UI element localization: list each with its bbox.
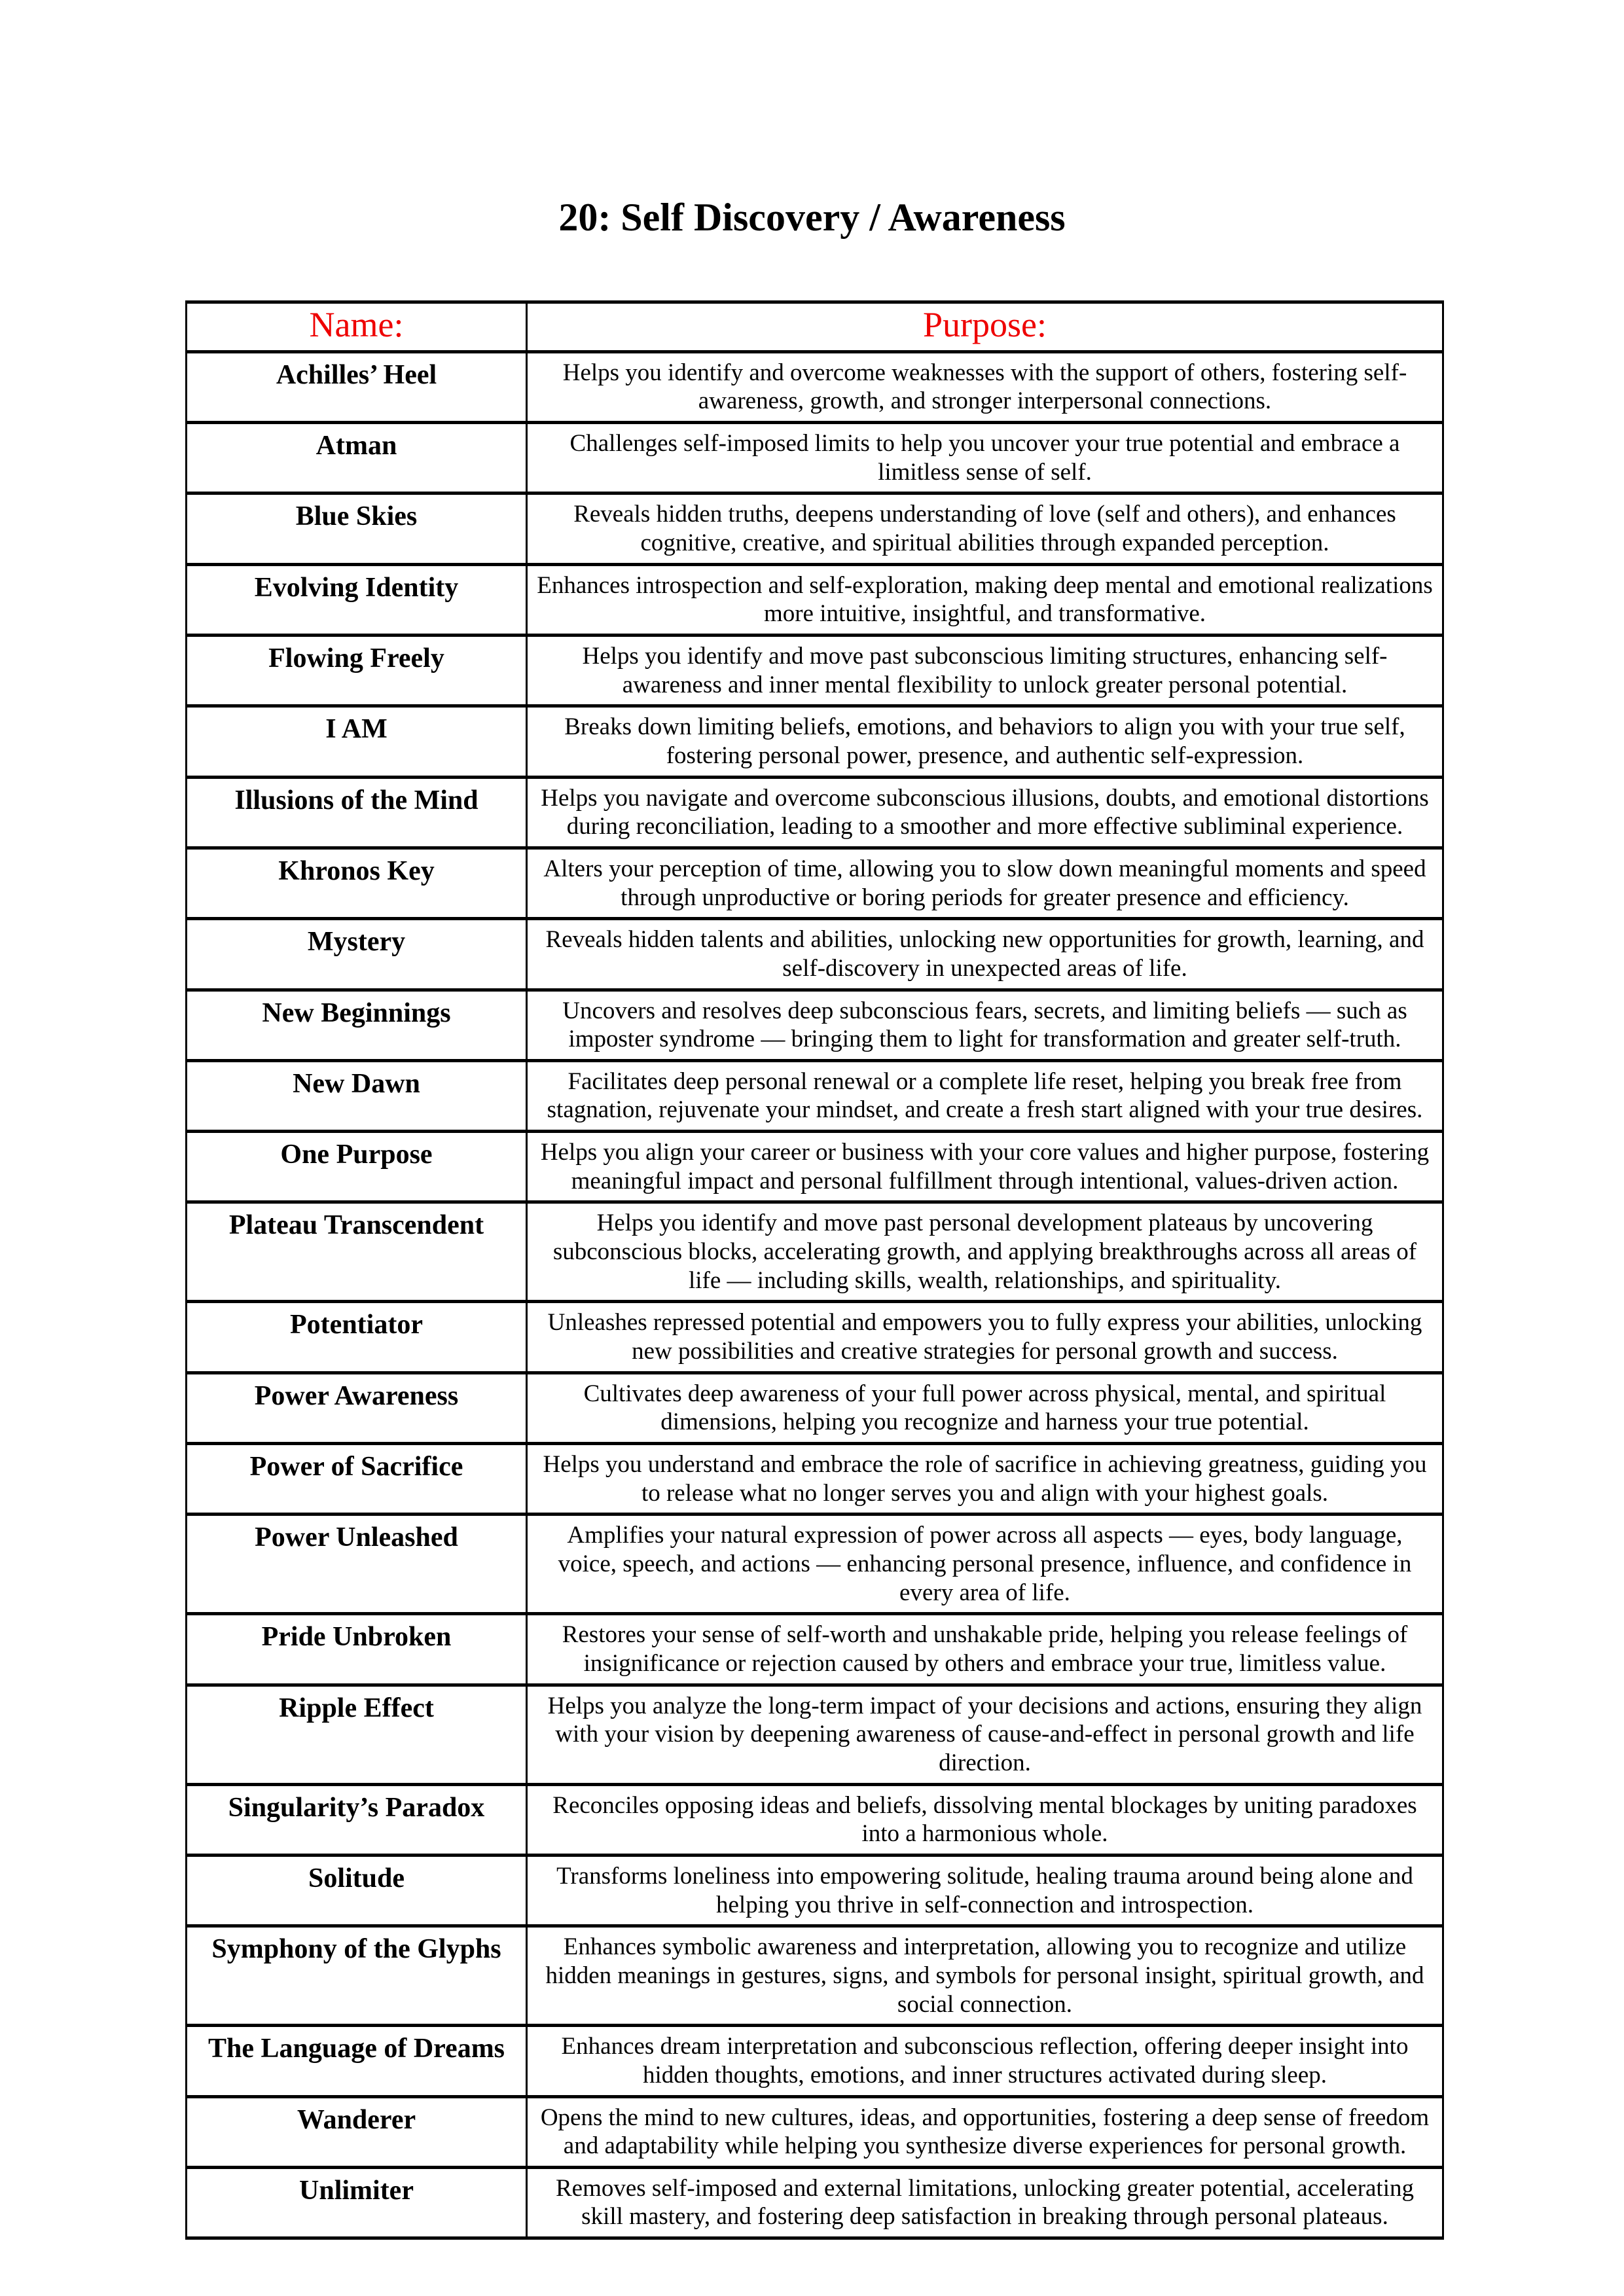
table-row — [187, 1302, 1443, 1372]
name-cell: Illusions of the Mind — [187, 777, 527, 848]
purpose-cell: Unleashes repressed potential and empowers you to fully express your abilities, unlocking new possibilities and creative strategies for personal growth and success. — [527, 1302, 1443, 1372]
purpose-cell: Reveals hidden talents and abilities, unlocking new opportunities for growth, learning, and self-discovery in unexpected areas of life. — [527, 919, 1443, 990]
table-row — [187, 1784, 1443, 1855]
purpose-cell: Alters your perception of time, allowing you to slow down meaningful moments and speed through unproductive or boring periods for greater presence and efficiency. — [527, 848, 1443, 918]
purpose-cell: Facilitates deep personal renewal or a complete life reset, helping you break free from stagnation, rejuvenate your mindset, and create a fresh start aligned with your true desires. — [527, 1060, 1443, 1131]
name-cell: Power Awareness — [187, 1372, 527, 1443]
purpose-cell: Enhances symbolic awareness and interpretation, allowing you to recognize and utilize hidden meanings in gestures, signs, and symbols for personal insight, spiritual growth, and social connection. — [527, 1926, 1443, 2026]
purpose-cell: Helps you analyze the long-term impact of your decisions and actions, ensuring they align with your vision by deepening awareness of cause-and-effect in personal growth and life direction. — [527, 1685, 1443, 1784]
table-row — [187, 1372, 1443, 1443]
table-row — [187, 1926, 1443, 2026]
name-cell: I AM — [187, 706, 527, 777]
purpose-cell: Helps you identify and overcome weaknesses with the support of others, fostering self-awareness, growth, and stronger interpersonal connections. — [527, 351, 1443, 422]
purpose-cell: Reveals hidden truths, deepens understanding of love (self and others), and enhances cognitive, creative, and spiritual abilities through expanded perception. — [527, 493, 1443, 564]
name-cell: One Purpose — [187, 1132, 527, 1202]
table-row — [187, 1614, 1443, 1685]
purpose-cell: Opens the mind to new cultures, ideas, and opportunities, fostering a deep sense of freedom and adaptability while helping you synthesize diverse experiences for personal growth. — [527, 2096, 1443, 2167]
name-cell: New Beginnings — [187, 990, 527, 1060]
name-cell: Flowing Freely — [187, 635, 527, 706]
table-row — [187, 493, 1443, 564]
name-cell: Solitude — [187, 1855, 527, 1926]
table-row — [187, 1444, 1443, 1515]
table-row — [187, 423, 1443, 493]
page-title: 20: Self Discovery / Awareness — [558, 196, 1066, 239]
name-cell: Singularity’s Paradox — [187, 1784, 527, 1855]
table-row — [187, 1132, 1443, 1202]
purpose-cell: Helps you identify and move past subconscious limiting structures, enhancing self-awareness and inner mental flexibility to unlock greater personal potential. — [527, 635, 1443, 706]
purpose-cell: Breaks down limiting beliefs, emotions, and behaviors to align you with your true self, fostering personal power, presence, and authentic self-expression. — [527, 706, 1443, 777]
table-row — [187, 2026, 1443, 2096]
purpose-cell: Enhances introspection and self-exploration, making deep mental and emotional realizations more intuitive, insightful, and transformative. — [527, 564, 1443, 635]
table-row — [187, 919, 1443, 990]
table-row — [187, 2096, 1443, 2167]
purpose-cell: Helps you understand and embrace the role of sacrifice in achieving greatness, guiding you to release what no longer serves you and align with your highest goals. — [527, 1444, 1443, 1515]
name-cell: Power Unleashed — [187, 1515, 527, 1614]
purpose-column-header: Purpose: — [527, 302, 1443, 352]
table-row — [187, 706, 1443, 777]
purpose-cell: Cultivates deep awareness of your full power across physical, mental, and spiritual dimensions, helping you recognize and harness your true potential. — [527, 1372, 1443, 1443]
purpose-cell: Transforms loneliness into empowering solitude, healing trauma around being alone and helping you thrive in self-connection and introspection. — [527, 1855, 1443, 1926]
name-cell: New Dawn — [187, 1060, 527, 1131]
table-row — [187, 2167, 1443, 2238]
table-header-row — [187, 302, 1443, 352]
name-column-header: Name: — [187, 302, 527, 352]
name-cell: Khronos Key — [187, 848, 527, 918]
purpose-cell: Enhances dream interpretation and subconscious reflection, offering deeper insight into hidden thoughts, emotions, and inner structures activated during sleep. — [527, 2026, 1443, 2096]
purpose-cell: Restores your sense of self-worth and unshakable pride, helping you release feelings of insignificance or rejection caused by others and embrace your true, limitless value. — [527, 1614, 1443, 1685]
name-cell: The Language of Dreams — [187, 2026, 527, 2096]
purpose-cell: Removes self-imposed and external limitations, unlocking greater potential, accelerating skill mastery, and fostering deep satisfaction in breaking through personal plateaus. — [527, 2167, 1443, 2238]
table-row — [187, 990, 1443, 1060]
name-cell: Blue Skies — [187, 493, 527, 564]
discovery-table — [185, 300, 1444, 2240]
table-row — [187, 1060, 1443, 1131]
table-row — [187, 1515, 1443, 1614]
name-cell: Symphony of the Glyphs — [187, 1926, 527, 2026]
name-cell: Plateau Transcendent — [187, 1202, 527, 1302]
table-row — [187, 564, 1443, 635]
name-cell: Ripple Effect — [187, 1685, 527, 1784]
table-row — [187, 351, 1443, 422]
purpose-cell: Helps you identify and move past personal development plateaus by uncovering subconscious blocks, accelerating growth, and applying breakthroughs across all areas of life — including skills, wealth, relationships, and spirituality. — [527, 1202, 1443, 1302]
name-cell: Pride Unbroken — [187, 1614, 527, 1685]
name-cell: Achilles’ Heel — [187, 351, 527, 422]
purpose-cell: Reconciles opposing ideas and beliefs, dissolving mental blockages by uniting paradoxes into a harmonious whole. — [527, 1784, 1443, 1855]
table-row — [187, 1855, 1443, 1926]
name-cell: Mystery — [187, 919, 527, 990]
table-row — [187, 848, 1443, 918]
table-row — [187, 635, 1443, 706]
name-cell: Potentiator — [187, 1302, 527, 1372]
table-row — [187, 1202, 1443, 1302]
purpose-cell: Helps you align your career or business with your core values and higher purpose, fostering meaningful impact and personal fulfillment through intentional, values-driven action. — [527, 1132, 1443, 1202]
table-row — [187, 777, 1443, 848]
name-cell: Atman — [187, 423, 527, 493]
purpose-cell: Challenges self-imposed limits to help you uncover your true potential and embrace a limitless sense of self. — [527, 423, 1443, 493]
purpose-cell: Helps you navigate and overcome subconscious illusions, doubts, and emotional distortions during reconciliation, leading to a smoother and more effective subliminal experience. — [527, 777, 1443, 848]
purpose-cell: Amplifies your natural expression of power across all aspects — eyes, body language, voice, speech, and actions — enhancing personal presence, influence, and confidence in every area of life. — [527, 1515, 1443, 1614]
name-cell: Evolving Identity — [187, 564, 527, 635]
name-cell: Wanderer — [187, 2096, 527, 2167]
name-cell: Unlimiter — [187, 2167, 527, 2238]
purpose-cell: Uncovers and resolves deep subconscious fears, secrets, and limiting beliefs — such as imposter syndrome — bringing them to light for transformation and greater self-truth. — [527, 990, 1443, 1060]
table-row — [187, 1685, 1443, 1784]
name-cell: Power of Sacrifice — [187, 1444, 527, 1515]
